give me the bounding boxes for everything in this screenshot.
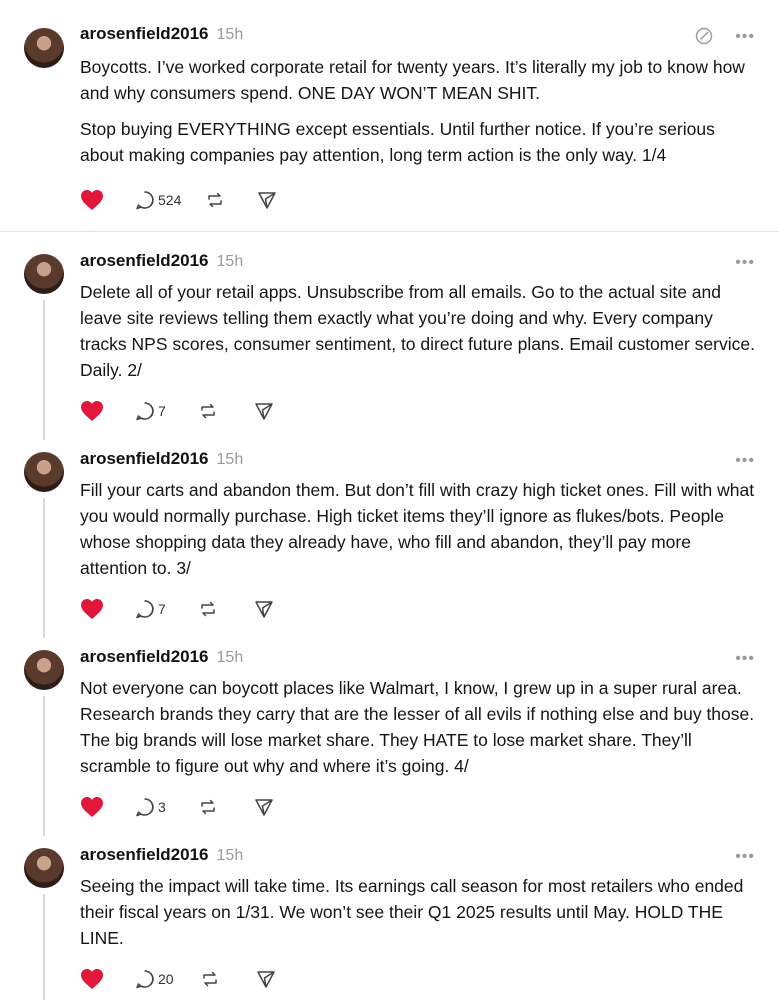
like-button[interactable]	[80, 598, 104, 620]
heart-icon	[80, 968, 104, 990]
share-button[interactable]	[254, 797, 274, 817]
repost-icon	[200, 969, 220, 989]
repost-icon	[198, 599, 218, 619]
reply-button[interactable]	[135, 599, 166, 619]
reply-count: 7	[158, 403, 166, 419]
thread-line	[43, 696, 45, 836]
thread-line	[43, 498, 45, 638]
like-button[interactable]	[80, 796, 104, 818]
timestamp: 15h	[216, 649, 244, 666]
share-button[interactable]	[254, 401, 274, 421]
post-body	[80, 675, 759, 789]
timestamp: 15h	[216, 451, 244, 468]
avatar[interactable]	[24, 848, 64, 888]
reply-count: 524	[158, 192, 182, 208]
post-actions	[80, 967, 276, 991]
divider	[0, 231, 779, 232]
repost-button[interactable]	[198, 797, 218, 817]
share-icon	[254, 797, 274, 817]
avatar[interactable]	[24, 650, 64, 690]
repost-button[interactable]	[200, 969, 220, 989]
post-actions	[80, 795, 274, 819]
post-paragraph: Seeing the impact will take time. Its earnings call season for most retailers who ended their fiscal years on 1/31. We won’t see their Q1 2025 results until May. HOLD THE LINE.	[80, 876, 744, 948]
reply-icon	[135, 599, 155, 619]
post-paragraph: Fill your carts and abandon them. But don’t fill with crazy high ticket ones. Fill with what you would normally purchase. High ticket items they’ll ignore as flukes/bots. People whose shopping data they already have, who fill and abandon, they’ll pay more attention to. 3/	[80, 480, 755, 578]
post-header	[80, 24, 243, 48]
post-body	[80, 477, 759, 591]
share-icon	[256, 969, 276, 989]
share-button[interactable]	[257, 190, 277, 210]
repost-icon	[198, 797, 218, 817]
share-button[interactable]	[256, 969, 276, 989]
reply-count: 20	[158, 971, 174, 987]
reply-button[interactable]	[135, 190, 181, 210]
timestamp: 15h	[216, 26, 244, 43]
repost-icon	[205, 190, 225, 210]
repost-button[interactable]	[198, 599, 218, 619]
more-icon[interactable]: •••	[735, 650, 755, 667]
reply-button[interactable]	[135, 797, 166, 817]
username[interactable]: arosenfield2016	[80, 647, 209, 666]
share-icon	[257, 190, 277, 210]
username[interactable]: arosenfield2016	[80, 845, 209, 864]
reply-button[interactable]	[135, 969, 174, 989]
reply-count: 3	[158, 799, 166, 815]
timestamp: 15h	[216, 847, 244, 864]
reply-icon	[135, 969, 155, 989]
avatar[interactable]	[24, 28, 64, 68]
heart-icon	[80, 796, 104, 818]
repost-button[interactable]	[198, 401, 218, 421]
post-body	[80, 54, 759, 178]
edit-icon[interactable]	[695, 27, 713, 45]
reply-button[interactable]	[135, 401, 166, 421]
post-actions	[80, 597, 274, 621]
like-button[interactable]	[80, 968, 104, 990]
timestamp: 15h	[216, 253, 244, 270]
post-actions	[80, 399, 274, 423]
thread-line	[43, 300, 45, 440]
post-header	[80, 449, 243, 473]
post-paragraph: Not everyone can boycott places like Walmart, I know, I grew up in a super rural area. Research brands they carry that are the lesser of all evils if nothing else and buy those. The big brands will lose market share. They HATE to lose market share. They’ll scramble to figure out why and where it’s going. 4/	[80, 678, 755, 776]
heart-icon	[80, 189, 104, 211]
post-body	[80, 279, 759, 393]
username[interactable]: arosenfield2016	[80, 24, 209, 43]
post-header	[80, 251, 243, 275]
more-icon[interactable]: •••	[735, 254, 755, 271]
reply-icon	[135, 401, 155, 421]
share-icon	[254, 599, 274, 619]
thread-line	[43, 894, 45, 1000]
avatar[interactable]	[24, 452, 64, 492]
like-button[interactable]	[80, 400, 104, 422]
more-icon[interactable]: •••	[735, 848, 755, 865]
reply-icon	[135, 797, 155, 817]
avatar[interactable]	[24, 254, 64, 294]
post-paragraph: Stop buying EVERYTHING except essentials. Until further notice. If you’re serious about making companies pay attention, long term action is the only way. 1/4	[80, 119, 715, 165]
post-actions	[80, 188, 277, 212]
reply-count: 7	[158, 601, 166, 617]
repost-icon	[198, 401, 218, 421]
share-icon	[254, 401, 274, 421]
post-header	[80, 845, 243, 869]
more-icon[interactable]: •••	[735, 452, 755, 469]
reply-icon	[135, 190, 155, 210]
post-paragraph: Boycotts. I’ve worked corporate retail for twenty years. It’s literally my job to know how and why consumers spend. ONE DAY WON’T MEAN SHIT.	[80, 57, 745, 103]
username[interactable]: arosenfield2016	[80, 449, 209, 468]
username[interactable]: arosenfield2016	[80, 251, 209, 270]
post-header	[80, 647, 243, 671]
heart-icon	[80, 598, 104, 620]
heart-icon	[80, 400, 104, 422]
like-button[interactable]	[80, 189, 104, 211]
post-body	[80, 873, 759, 961]
more-icon[interactable]: •••	[735, 28, 755, 45]
share-button[interactable]	[254, 599, 274, 619]
repost-button[interactable]	[205, 190, 225, 210]
post-paragraph: Delete all of your retail apps. Unsubscribe from all emails. Go to the actual site and leave site reviews telling them exactly what you’re doing and why. Every company tracks NPS scores, consumer sentiment, to direct future plans. Email customer service. Daily. 2/	[80, 282, 755, 380]
